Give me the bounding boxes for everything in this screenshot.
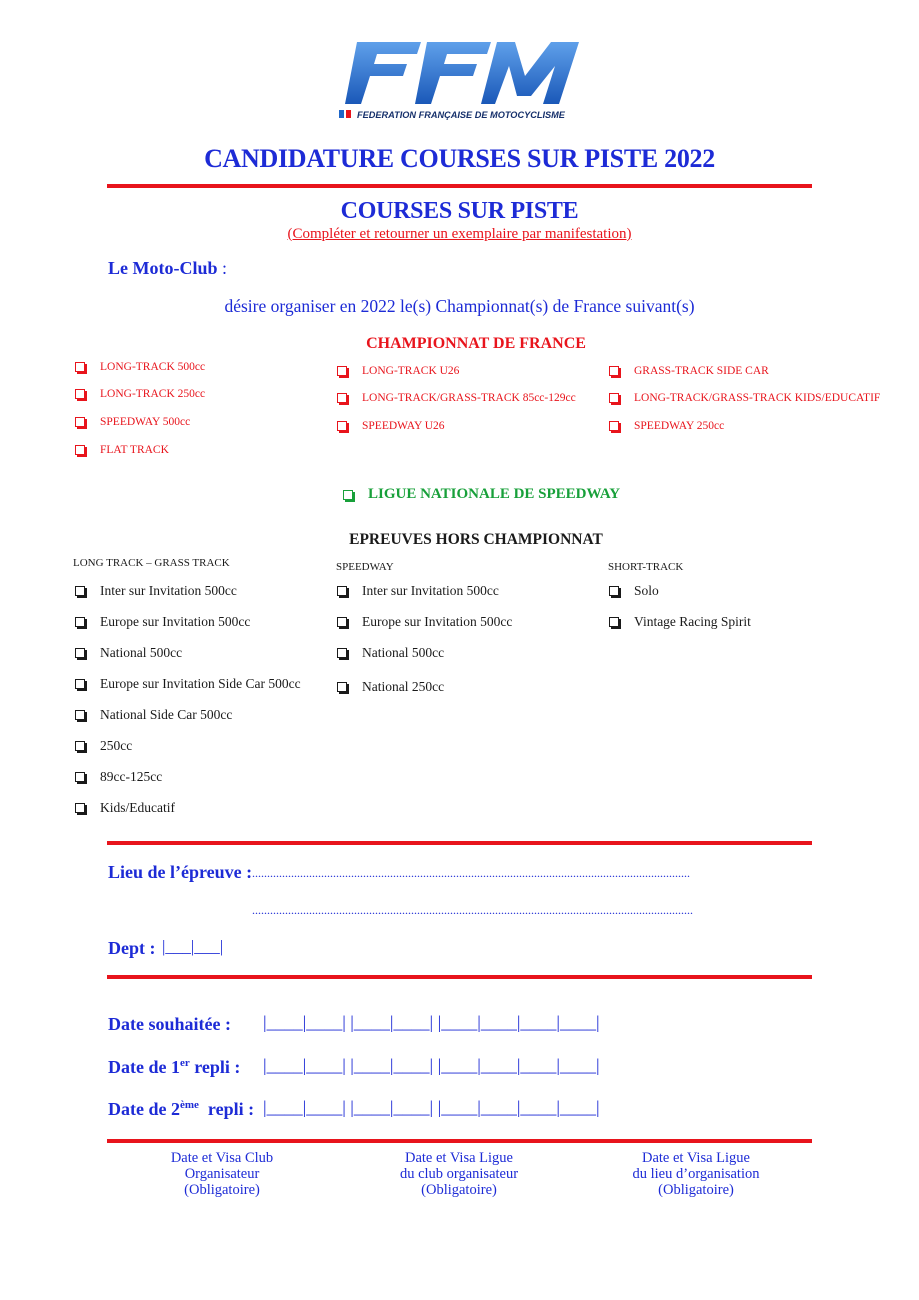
visa-top-divider bbox=[107, 1139, 812, 1143]
ffm-logo-graphic bbox=[333, 38, 583, 122]
short-track-option-label: Solo bbox=[634, 583, 659, 598]
checkbox-icon[interactable] bbox=[75, 772, 85, 782]
checkbox-icon[interactable] bbox=[75, 389, 85, 399]
checkbox-icon[interactable] bbox=[609, 421, 619, 431]
speedway-option-label: National 250cc bbox=[362, 679, 445, 694]
checkbox-icon[interactable] bbox=[75, 362, 85, 372]
visa-line: (Obligatoire) bbox=[184, 1182, 260, 1198]
ligue-label: LIGUE NATIONALE DE SPEEDWAY bbox=[368, 486, 621, 502]
checkbox-icon[interactable] bbox=[75, 445, 85, 455]
visa-line: Organisateur bbox=[184, 1166, 260, 1182]
checkbox-icon[interactable] bbox=[75, 741, 85, 751]
checkbox-icon[interactable] bbox=[337, 393, 347, 403]
short-track-option-label: Vintage Racing Spirit bbox=[634, 614, 751, 629]
date-repli2-sup: ème bbox=[179, 1099, 199, 1111]
visa-club-organisateur[interactable] bbox=[122, 1150, 322, 1198]
championnat-option[interactable] bbox=[337, 365, 459, 377]
page-title: CANDIDATURE COURSES SUR PISTE 2022 bbox=[204, 144, 715, 173]
speedway-option-label: Europe sur Invitation 500cc bbox=[362, 614, 513, 629]
visa-line: Date et Visa Ligue bbox=[405, 1150, 513, 1166]
short-track-option[interactable] bbox=[609, 614, 751, 630]
date-repli1-sup: er bbox=[179, 1057, 190, 1069]
championnat-option[interactable] bbox=[609, 365, 769, 377]
date-repli2-boxes[interactable]: |____|____| |____|____| |____|____|____|____| bbox=[263, 1097, 600, 1117]
checkbox-icon[interactable] bbox=[609, 393, 619, 403]
speedway-option[interactable] bbox=[337, 679, 444, 695]
visa-ligue-lieu[interactable] bbox=[596, 1150, 796, 1198]
speedway-option-label: National 500cc bbox=[362, 645, 445, 660]
short-track-header: SHORT-TRACK bbox=[608, 561, 684, 573]
long-track-option[interactable] bbox=[75, 583, 237, 599]
championnat-option[interactable] bbox=[75, 361, 205, 373]
long-track-option[interactable] bbox=[75, 645, 182, 661]
long-track-header: LONG TRACK – GRASS TRACK bbox=[73, 557, 230, 569]
lieu-top-divider bbox=[107, 841, 812, 845]
visa-line: Date et Visa Ligue bbox=[642, 1150, 750, 1166]
checkbox-icon[interactable] bbox=[75, 617, 85, 627]
checkbox-icon[interactable] bbox=[337, 648, 347, 658]
championnat-option-label: LONG-TRACK/GRASS-TRACK KIDS/EDUCATIF bbox=[634, 392, 881, 404]
dates-top-divider bbox=[107, 975, 812, 979]
lieu-input-line[interactable]: .................................................................................................................................................. bbox=[252, 866, 690, 880]
checkbox-icon[interactable] bbox=[337, 366, 347, 376]
long-track-option-label: 89cc-125cc bbox=[100, 769, 163, 784]
short-track-option[interactable] bbox=[609, 583, 659, 599]
championnat-option-label: LONG-TRACK 250cc bbox=[100, 388, 206, 400]
long-track-option-label: Kids/Educatif bbox=[100, 800, 175, 815]
long-track-option[interactable] bbox=[75, 707, 232, 723]
long-track-option-label: National 500cc bbox=[100, 645, 183, 660]
checkbox-icon[interactable] bbox=[609, 617, 619, 627]
dept-input-boxes[interactable]: |___|___| bbox=[162, 937, 224, 956]
visa-line: (Obligatoire) bbox=[658, 1182, 734, 1198]
championnat-option-label: LONG-TRACK/GRASS-TRACK 85cc-129cc bbox=[362, 392, 576, 404]
checkbox-icon[interactable] bbox=[337, 617, 347, 627]
visa-line: du lieu d’organisation bbox=[632, 1166, 760, 1182]
visa-ligue-club[interactable] bbox=[359, 1150, 559, 1198]
hors-championnat-heading: EPREUVES HORS CHAMPIONNAT bbox=[349, 531, 603, 548]
logo-tagline: FEDERATION FRANÇAISE DE MOTOCYCLISME bbox=[357, 110, 565, 120]
lieu-label: Lieu de l’épreuve : bbox=[108, 862, 253, 882]
checkbox-icon[interactable] bbox=[75, 679, 85, 689]
checkbox-icon[interactable] bbox=[609, 586, 619, 596]
checkbox-icon[interactable] bbox=[75, 417, 85, 427]
championnat-option-label: SPEEDWAY U26 bbox=[362, 420, 445, 432]
long-track-option[interactable] bbox=[75, 800, 175, 816]
championnat-option-label: SPEEDWAY 500cc bbox=[100, 416, 191, 428]
checkbox-icon[interactable] bbox=[343, 490, 353, 500]
speedway-option-label: Inter sur Invitation 500cc bbox=[362, 583, 499, 598]
date-repli1-label-text: Date de 1 bbox=[108, 1057, 180, 1077]
intro-text: désire organiser en 2022 le(s) Championnat(s) de France suivant(s) bbox=[224, 296, 695, 316]
ligue-checkbox[interactable] bbox=[343, 486, 620, 503]
date-repli2-label-end: repli : bbox=[198, 1099, 255, 1119]
championnat-option[interactable] bbox=[75, 388, 205, 400]
championnat-option[interactable] bbox=[337, 392, 576, 404]
long-track-option[interactable] bbox=[75, 676, 301, 692]
long-track-option[interactable] bbox=[75, 769, 162, 785]
checkbox-icon[interactable] bbox=[609, 366, 619, 376]
championnat-option-label: LONG-TRACK 500cc bbox=[100, 361, 206, 373]
date-repli1-label bbox=[108, 1057, 240, 1078]
date-souhaitee-boxes[interactable]: |____|____| |____|____| |____|____|____|____| bbox=[263, 1012, 600, 1032]
championnat-heading: CHAMPIONNAT DE FRANCE bbox=[366, 335, 586, 352]
date-repli1-boxes[interactable]: |____|____| |____|____| |____|____|____|____| bbox=[263, 1055, 600, 1075]
lieu-input-line-2[interactable]: ................................................................................................................................................... bbox=[252, 903, 693, 917]
date-souhaitee-label: Date souhaitée : bbox=[108, 1014, 231, 1034]
moto-club-colon: : bbox=[222, 258, 228, 278]
championnat-option[interactable] bbox=[609, 420, 724, 432]
date-repli2-label bbox=[108, 1099, 254, 1120]
visa-line: du club organisateur bbox=[399, 1166, 519, 1182]
championnat-option[interactable] bbox=[75, 416, 190, 428]
instructions-note: (Compléter et retourner un exemplaire par manifestation) bbox=[287, 226, 632, 242]
visa-line: Date et Visa Club bbox=[170, 1150, 274, 1166]
checkbox-icon[interactable] bbox=[337, 421, 347, 431]
checkbox-icon[interactable] bbox=[75, 803, 85, 813]
long-track-option[interactable] bbox=[75, 614, 250, 630]
visa-line: (Obligatoire) bbox=[421, 1182, 497, 1198]
checkbox-icon[interactable] bbox=[75, 710, 85, 720]
long-track-option-label: Inter sur Invitation 500cc bbox=[100, 583, 237, 598]
moto-club-label: Le Moto-Club bbox=[108, 258, 218, 278]
long-track-option-label: National Side Car 500cc bbox=[100, 707, 233, 722]
date-repli1-label-end: repli : bbox=[189, 1057, 241, 1077]
championnat-option[interactable] bbox=[609, 392, 880, 404]
date-repli2-label-text: Date de 2 bbox=[108, 1099, 180, 1119]
moto-club-field[interactable] bbox=[108, 258, 227, 279]
checkbox-icon[interactable] bbox=[75, 648, 85, 658]
championnat-option[interactable] bbox=[337, 420, 445, 432]
long-track-option[interactable] bbox=[75, 738, 132, 754]
long-track-option-label: Europe sur Invitation Side Car 500cc bbox=[100, 676, 301, 691]
speedway-option[interactable] bbox=[337, 645, 444, 661]
long-track-option-label: 250cc bbox=[100, 738, 133, 753]
championnat-option-label: FLAT TRACK bbox=[100, 444, 169, 456]
speedway-option[interactable] bbox=[337, 614, 512, 630]
checkbox-icon[interactable] bbox=[75, 586, 85, 596]
championnat-option-label: GRASS-TRACK SIDE CAR bbox=[634, 365, 769, 377]
checkbox-icon[interactable] bbox=[337, 682, 347, 692]
checkbox-icon[interactable] bbox=[337, 586, 347, 596]
championnat-option[interactable] bbox=[75, 444, 169, 456]
speedway-option[interactable] bbox=[337, 583, 499, 599]
dept-label: Dept : bbox=[108, 938, 156, 958]
long-track-option-label: Europe sur Invitation 500cc bbox=[100, 614, 251, 629]
title-divider bbox=[107, 184, 812, 188]
championnat-option-label: SPEEDWAY 250cc bbox=[634, 420, 725, 432]
speedway-header: SPEEDWAY bbox=[336, 561, 394, 573]
ffm-logo bbox=[333, 38, 583, 122]
championnat-option-label: LONG-TRACK U26 bbox=[362, 365, 460, 377]
section-title: COURSES SUR PISTE bbox=[340, 198, 579, 224]
